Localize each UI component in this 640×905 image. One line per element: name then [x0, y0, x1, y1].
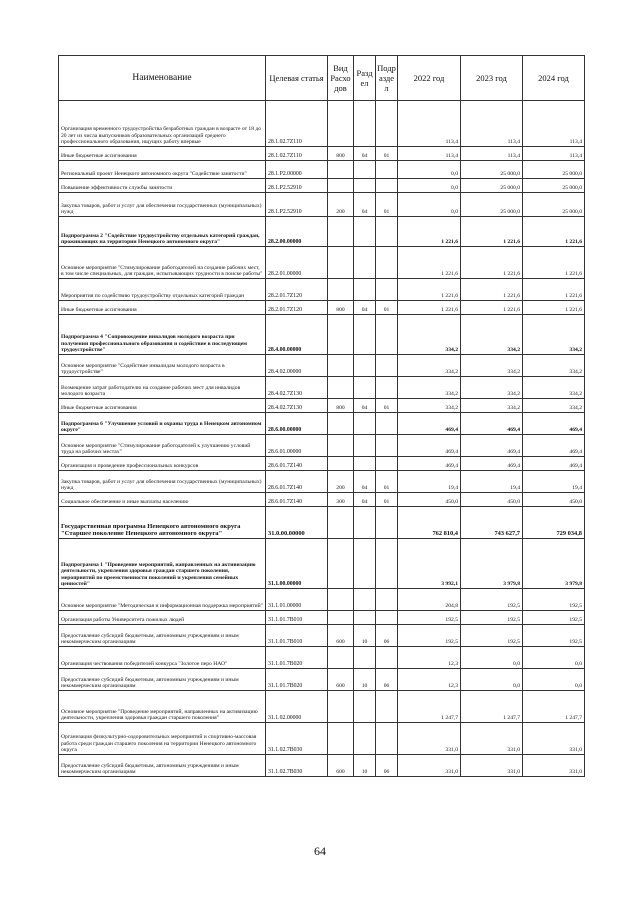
cell-razd: [354, 723, 376, 755]
cell-razd: [354, 355, 376, 377]
cell-podr: [376, 457, 398, 471]
cell-podr: [376, 101, 398, 147]
cell-vid: [328, 179, 354, 193]
cell-podr: [376, 377, 398, 399]
table-row: [59, 179, 585, 193]
cell-podr: [376, 413, 398, 435]
cell-name: Иные бюджетные ассигнования: [59, 147, 266, 161]
cell-2023: 469,4: [461, 413, 523, 435]
cell-2022: 192,5: [398, 611, 461, 625]
cell-name: Подпрограмма 4 "Сопровождение инвалидов молодого возраста при получении профессионального образования и содействие в последующем трудоустройстве": [59, 315, 266, 355]
table-header-row: [59, 56, 585, 101]
cell-code: 28.2.01.7Z120: [266, 301, 328, 315]
cell-2023: 334,2: [461, 377, 523, 399]
cell-2024: 25 000,0: [523, 193, 585, 217]
cell-2023: 450,0: [461, 493, 523, 507]
cell-code: 28.2.00.00000: [266, 217, 328, 247]
cell-code: 28.6.01.00000: [266, 435, 328, 457]
table-row: [59, 377, 585, 399]
cell-name: Иные бюджетные ассигнования: [59, 399, 266, 413]
cell-vid: [328, 161, 354, 179]
cell-vid: 300: [328, 493, 354, 507]
table-row: [59, 101, 585, 147]
cell-podr: [376, 279, 398, 301]
cell-2022: 469,4: [398, 435, 461, 457]
cell-name: Основное мероприятие "Методическая и информационная поддержка мероприятий": [59, 589, 266, 611]
cell-name: Закупка товаров, работ и услуг для обеспечения государственных (муниципальных) нужд: [59, 193, 266, 217]
cell-2022: 331,0: [398, 723, 461, 755]
header-code: Целевая статья: [266, 56, 328, 101]
cell-code: 28.1.P2.52910: [266, 193, 328, 217]
cell-2024: 113,4: [523, 101, 585, 147]
table-row: [59, 493, 585, 507]
cell-vid: [328, 101, 354, 147]
cell-vid: [328, 539, 354, 589]
table-row: [59, 315, 585, 355]
cell-name: Основное мероприятие "Содействие инвалидам молодого возраста в трудоустройстве": [59, 355, 266, 377]
cell-razd: 04: [354, 193, 376, 217]
cell-vid: 800: [328, 147, 354, 161]
cell-2022: 1 247,7: [398, 691, 461, 723]
header-razd: Разд ел: [354, 56, 376, 101]
cell-razd: 04: [354, 147, 376, 161]
cell-vid: 600: [328, 755, 354, 777]
cell-2023: 1 247,7: [461, 691, 523, 723]
cell-2023: 1 221,6: [461, 279, 523, 301]
cell-vid: 800: [328, 399, 354, 413]
cell-2023: 334,2: [461, 399, 523, 413]
cell-name: Региональный проект Ненецкого автономного округа "Содействие занятости": [59, 161, 266, 179]
cell-razd: [354, 247, 376, 279]
cell-2022: 1 221,6: [398, 301, 461, 315]
table-row: [59, 589, 585, 611]
cell-2024: 0,0: [523, 669, 585, 691]
cell-2022: 469,4: [398, 457, 461, 471]
cell-2022: 12,3: [398, 647, 461, 669]
cell-2022: 762 810,4: [398, 507, 461, 539]
cell-podr: [376, 217, 398, 247]
cell-2023: 113,4: [461, 101, 523, 147]
cell-code: 28.1.02.7Z110: [266, 101, 328, 147]
cell-vid: [328, 507, 354, 539]
cell-2023: 19,4: [461, 471, 523, 493]
cell-2023: 469,4: [461, 457, 523, 471]
cell-name: Предоставление субсидий бюджетным, автономным учреждениям и иным некоммерческим организациям: [59, 755, 266, 777]
table-row: [59, 217, 585, 247]
cell-podr: 01: [376, 493, 398, 507]
table-row: [59, 147, 585, 161]
cell-2024: 3 979,8: [523, 539, 585, 589]
table-row: [59, 723, 585, 755]
cell-podr: 06: [376, 669, 398, 691]
cell-2024: 0,0: [523, 647, 585, 669]
cell-2024: 192,5: [523, 625, 585, 647]
cell-code: 28.2.01.00000: [266, 247, 328, 279]
cell-podr: [376, 647, 398, 669]
cell-name: Подпрограмма 2 "Содействие трудоустройству отдельных категорий граждан, проживающих на территории Ненецкого автономного округа": [59, 217, 266, 247]
cell-2022: 0,0: [398, 193, 461, 217]
cell-vid: 800: [328, 301, 354, 315]
cell-podr: 01: [376, 147, 398, 161]
cell-2023: 1 221,6: [461, 301, 523, 315]
cell-2022: 113,4: [398, 101, 461, 147]
cell-name: Закупка товаров, работ и услуг для обеспечения государственных (муниципальных) нужд: [59, 471, 266, 493]
cell-podr: [376, 589, 398, 611]
cell-code: 28.4.00.00000: [266, 315, 328, 355]
cell-razd: [354, 377, 376, 399]
cell-2024: 1 247,7: [523, 691, 585, 723]
cell-code: 28.4.02.00000: [266, 355, 328, 377]
table-row: [59, 755, 585, 777]
cell-2023: 1 221,6: [461, 217, 523, 247]
cell-razd: [354, 435, 376, 457]
cell-razd: 10: [354, 625, 376, 647]
cell-razd: [354, 611, 376, 625]
cell-name: Предоставление субсидий бюджетным, автономным учреждениям и иным некоммерческим организациям: [59, 625, 266, 647]
cell-vid: [328, 611, 354, 625]
cell-code: 31.1.02.7В030: [266, 755, 328, 777]
cell-2023: 192,5: [461, 611, 523, 625]
header-name: Наименование: [59, 56, 266, 101]
cell-name: Организация и проведение профессиональных конкурсов: [59, 457, 266, 471]
table-row: [59, 457, 585, 471]
cell-podr: [376, 507, 398, 539]
cell-vid: [328, 413, 354, 435]
table-row: [59, 625, 585, 647]
cell-code: 31.1.01.00000: [266, 589, 328, 611]
budget-table: [58, 55, 585, 777]
cell-2023: 3 979,8: [461, 539, 523, 589]
cell-razd: 10: [354, 755, 376, 777]
cell-2022: 19,4: [398, 471, 461, 493]
table-row: [59, 301, 585, 315]
cell-vid: [328, 377, 354, 399]
cell-2024: 19,4: [523, 471, 585, 493]
cell-name: Основное мероприятие "Проведение мероприятий, направленных на активизацию деятельности, укрепления здоровья граждан старшего поколения": [59, 691, 266, 723]
cell-2023: 331,0: [461, 755, 523, 777]
cell-code: 31.0.00.00000: [266, 507, 328, 539]
cell-code: 28.2.01.7Z120: [266, 279, 328, 301]
cell-podr: 01: [376, 301, 398, 315]
cell-2022: 204,8: [398, 589, 461, 611]
cell-razd: [354, 539, 376, 589]
cell-razd: [354, 647, 376, 669]
cell-name: Возмещение затрат работодателю на создание рабочих мест для инвалидов молодого возраста: [59, 377, 266, 399]
cell-2023: 1 221,6: [461, 247, 523, 279]
cell-2023: 25 000,0: [461, 179, 523, 193]
cell-name: Подпрограмма 1 "Проведение мероприятий, направленных на активизацию деятельности, укрепления здоровья граждан старшего поколения, мероприятий по преемственности поколений и укрепления семейных ценностей": [59, 539, 266, 589]
cell-2022: 3 992,1: [398, 539, 461, 589]
cell-vid: [328, 315, 354, 355]
header-2022: 2022 год: [398, 56, 461, 101]
cell-razd: 04: [354, 493, 376, 507]
table-row: [59, 193, 585, 217]
cell-2022: 1 221,6: [398, 247, 461, 279]
cell-2022: 334,2: [398, 315, 461, 355]
cell-2024: 113,4: [523, 147, 585, 161]
cell-2024: 331,0: [523, 723, 585, 755]
cell-name: Социальное обеспечение и иные выплаты населению: [59, 493, 266, 507]
cell-name: Иные бюджетные ассигнования: [59, 301, 266, 315]
cell-name: Организация чествования победителей конкурса "Золотое перо НАО": [59, 647, 266, 669]
cell-2023: 334,2: [461, 315, 523, 355]
cell-podr: [376, 723, 398, 755]
cell-vid: [328, 691, 354, 723]
cell-2022: 192,5: [398, 625, 461, 647]
cell-code: 28.1.02.7Z110: [266, 147, 328, 161]
cell-2024: 469,4: [523, 457, 585, 471]
cell-vid: [328, 279, 354, 301]
table-row: [59, 161, 585, 179]
cell-code: 28.4.02.7Z130: [266, 399, 328, 413]
cell-razd: 04: [354, 399, 376, 413]
cell-vid: [328, 589, 354, 611]
table-row: [59, 539, 585, 589]
cell-code: 28.6.00.00000: [266, 413, 328, 435]
cell-2024: 334,2: [523, 399, 585, 413]
cell-vid: 600: [328, 625, 354, 647]
cell-2022: 334,2: [398, 355, 461, 377]
cell-2023: 25 000,0: [461, 193, 523, 217]
cell-vid: [328, 217, 354, 247]
cell-2024: 1 221,6: [523, 247, 585, 279]
cell-2022: 113,4: [398, 147, 461, 161]
cell-2022: 469,4: [398, 413, 461, 435]
cell-podr: [376, 179, 398, 193]
cell-2024: 192,5: [523, 589, 585, 611]
cell-name: Мероприятия по содействию трудоустройству отдельных категорий граждан: [59, 279, 266, 301]
cell-podr: [376, 691, 398, 723]
table-row: [59, 471, 585, 493]
cell-razd: [354, 589, 376, 611]
cell-podr: [376, 611, 398, 625]
cell-2024: 1 221,6: [523, 279, 585, 301]
cell-2024: 334,2: [523, 355, 585, 377]
cell-podr: 01: [376, 471, 398, 493]
cell-2022: 331,0: [398, 755, 461, 777]
cell-2024: 25 000,0: [523, 161, 585, 179]
cell-razd: [354, 161, 376, 179]
cell-2024: 450,0: [523, 493, 585, 507]
table-row: [59, 279, 585, 301]
cell-2023: 192,5: [461, 589, 523, 611]
cell-2023: 469,4: [461, 435, 523, 457]
cell-razd: 10: [354, 669, 376, 691]
cell-vid: [328, 247, 354, 279]
cell-2023: 113,4: [461, 147, 523, 161]
cell-name: Государственная программа Ненецкого автономного округа "Старшее поколение Ненецкого автономного округа": [59, 507, 266, 539]
cell-code: 28.4.02.7Z130: [266, 377, 328, 399]
cell-podr: [376, 315, 398, 355]
cell-2022: 0,0: [398, 179, 461, 193]
header-2024: 2024 год: [523, 56, 585, 101]
cell-name: Организация временного трудоустройства безработных граждан в возрасте от 18 до 20 лет из числа выпускников образовательных организаций среднего профессионального образования, ищущих работу впервые: [59, 101, 266, 147]
table-row: [59, 611, 585, 625]
cell-vid: 200: [328, 471, 354, 493]
cell-2023: 331,0: [461, 723, 523, 755]
cell-2022: 334,2: [398, 399, 461, 413]
table-body: [59, 101, 585, 777]
cell-name: Организация работы Университета пожилых людей: [59, 611, 266, 625]
cell-2023: 743 627,7: [461, 507, 523, 539]
cell-2024: 1 221,6: [523, 301, 585, 315]
cell-2024: 25 000,0: [523, 179, 585, 193]
cell-podr: [376, 435, 398, 457]
table-row: [59, 413, 585, 435]
cell-name: Основное мероприятие "Стимулирование работодателей на создание рабочих мест, в том числе специальных, для граждан, испытывающих трудности в поиске работы": [59, 247, 266, 279]
cell-code: 31.1.01.7В010: [266, 611, 328, 625]
cell-code: 31.1.02.7В030: [266, 723, 328, 755]
table-row: [59, 691, 585, 723]
cell-2022: 1 221,6: [398, 279, 461, 301]
cell-name: Основное мероприятие "Стимулирование работодателей к улучшению условий труда на рабочих местах": [59, 435, 266, 457]
cell-vid: [328, 723, 354, 755]
cell-vid: [328, 457, 354, 471]
table-row: [59, 669, 585, 691]
cell-2023: 25 000,0: [461, 161, 523, 179]
cell-razd: [354, 101, 376, 147]
header-2023: 2023 год: [461, 56, 523, 101]
cell-2023: 192,5: [461, 625, 523, 647]
cell-2023: 0,0: [461, 647, 523, 669]
cell-podr: 06: [376, 755, 398, 777]
cell-code: 28.1.P2.52910: [266, 179, 328, 193]
cell-razd: [354, 413, 376, 435]
cell-2023: 334,2: [461, 355, 523, 377]
table-row: [59, 399, 585, 413]
cell-code: 28.6.01.7Z140: [266, 471, 328, 493]
cell-podr: 01: [376, 399, 398, 413]
cell-2022: 12,3: [398, 669, 461, 691]
cell-razd: [354, 217, 376, 247]
cell-razd: [354, 507, 376, 539]
cell-code: 28.6.01.7Z140: [266, 493, 328, 507]
cell-2024: 469,4: [523, 435, 585, 457]
cell-name: Подпрограмма 6 "Улучшение условий и охраны труда в Ненецком автономном округе": [59, 413, 266, 435]
cell-podr: 06: [376, 625, 398, 647]
header-podr: Подр азде л: [376, 56, 398, 101]
cell-podr: [376, 247, 398, 279]
page-number: 64: [314, 844, 326, 858]
cell-2024: 331,0: [523, 755, 585, 777]
cell-razd: [354, 457, 376, 471]
table-row: [59, 355, 585, 377]
cell-podr: [376, 161, 398, 179]
cell-podr: [376, 355, 398, 377]
cell-podr: [376, 539, 398, 589]
budget-table-container: [58, 55, 584, 777]
cell-razd: [354, 179, 376, 193]
cell-2022: 1 221,6: [398, 217, 461, 247]
cell-2022: 334,2: [398, 377, 461, 399]
cell-2024: 334,2: [523, 377, 585, 399]
cell-code: 31.1.01.7В020: [266, 647, 328, 669]
cell-vid: [328, 355, 354, 377]
cell-2024: 192,5: [523, 611, 585, 625]
cell-2024: 334,2: [523, 315, 585, 355]
cell-vid: [328, 435, 354, 457]
cell-code: 31.1.01.7В010: [266, 625, 328, 647]
table-row: [59, 507, 585, 539]
cell-razd: 04: [354, 301, 376, 315]
cell-razd: [354, 691, 376, 723]
table-row: [59, 435, 585, 457]
cell-code: 31.1.02.00000: [266, 691, 328, 723]
cell-podr: 01: [376, 193, 398, 217]
cell-2022: 0,0: [398, 161, 461, 179]
cell-code: 31.1.01.7В020: [266, 669, 328, 691]
header-vid: Вид Расхо дов: [328, 56, 354, 101]
cell-vid: 200: [328, 193, 354, 217]
table-row: [59, 247, 585, 279]
cell-vid: 600: [328, 669, 354, 691]
table-row: [59, 647, 585, 669]
cell-code: 28.1.P2.00000: [266, 161, 328, 179]
cell-razd: [354, 315, 376, 355]
cell-name: Повышение эффективности службы занятости: [59, 179, 266, 193]
cell-code: 31.1.00.00000: [266, 539, 328, 589]
cell-name: Предоставление субсидий бюджетным, автономным учреждениям и иным некоммерческим организациям: [59, 669, 266, 691]
cell-code: 28.6.01.7Z140: [266, 457, 328, 471]
cell-vid: [328, 647, 354, 669]
cell-razd: 04: [354, 471, 376, 493]
cell-razd: [354, 279, 376, 301]
cell-2024: 729 034,8: [523, 507, 585, 539]
cell-2024: 469,4: [523, 413, 585, 435]
cell-2023: 0,0: [461, 669, 523, 691]
cell-name: Организация физкультурно-оздоровительных мероприятий и спортивно-массовая работа среди граждан старшего поколения на территории Ненецкого автономного округа: [59, 723, 266, 755]
cell-2024: 1 221,6: [523, 217, 585, 247]
cell-2022: 450,0: [398, 493, 461, 507]
